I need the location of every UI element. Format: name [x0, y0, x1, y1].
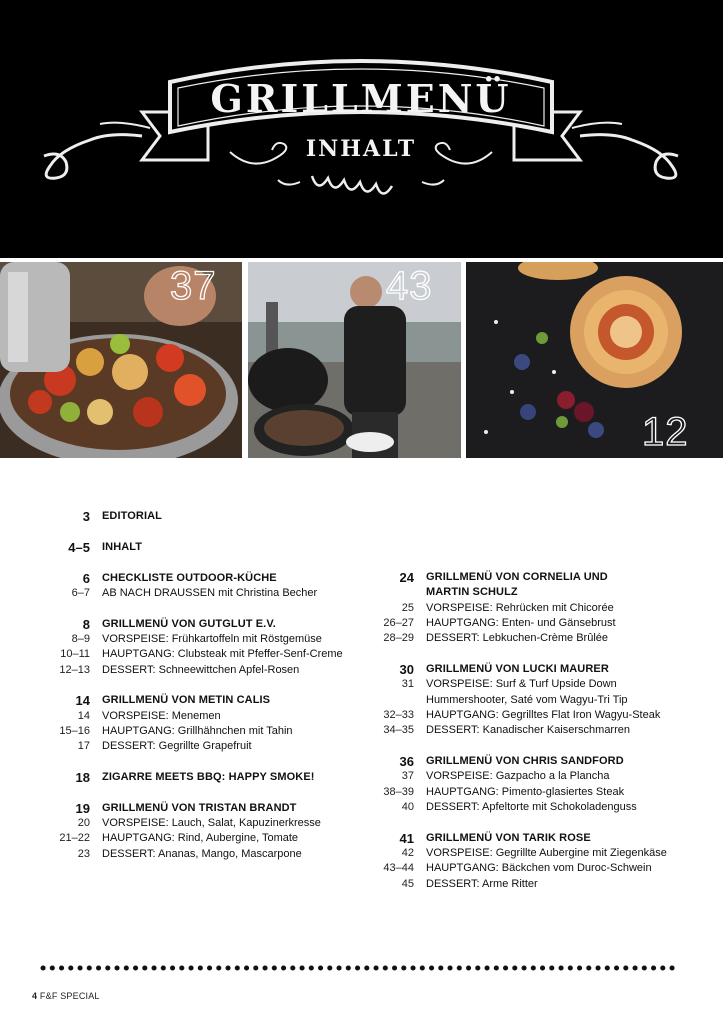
toc-entry[interactable] [40, 540, 370, 555]
toc-entry[interactable] [40, 509, 370, 524]
toc-entry[interactable] [40, 709, 370, 724]
toc-label: VORSPEISE: Surf & Turf Upside Down [426, 678, 617, 691]
toc-page: 25 [401, 601, 414, 614]
toc-page: 3 [82, 509, 90, 524]
toc-entry[interactable] [364, 585, 704, 600]
page-number: 4 [32, 991, 38, 1001]
toc-page: 6 [82, 570, 90, 586]
publication-name: F&F SPECIAL [39, 991, 100, 1001]
toc-entry[interactable] [364, 708, 704, 723]
toc-entry[interactable] [364, 631, 704, 646]
toc-entry[interactable] [364, 846, 704, 861]
toc-page: 36 [399, 753, 414, 769]
toc-label: GRILLMENÜ VON CHRIS SANDFORD [426, 754, 624, 767]
toc-page: 21–22 [59, 832, 90, 845]
photo-page-number: 37 [170, 264, 217, 308]
toc-column-left [40, 509, 370, 862]
toc-label: DESSERT: Kanadischer Kaiserschmarren [426, 724, 630, 737]
page-folio [32, 991, 100, 1001]
photo-apple-rose-dessert [466, 262, 723, 458]
toc-entry[interactable] [364, 693, 704, 708]
toc-label: INHALT [102, 540, 143, 553]
toc-label: MARTIN SCHULZ [426, 586, 518, 599]
toc-label: HAUPTGANG: Grillhähnchen mit Tahin [102, 724, 293, 737]
toc-label: DESSERT: Schneewittchen Apfel-Rosen [102, 663, 300, 676]
toc-entry[interactable] [40, 571, 370, 586]
toc-page: 12–13 [59, 663, 90, 676]
toc-entry[interactable] [40, 847, 370, 862]
toc-label: GRILLMENÜ VON TARIK ROSE [426, 831, 591, 844]
toc-entry[interactable] [40, 617, 370, 632]
banner-subtitle: INHALT [305, 136, 417, 162]
toc-label: DESSERT: Lebkuchen-Crème Brûlée [426, 632, 608, 645]
toc-page: 8–9 [71, 632, 90, 645]
toc-entry[interactable] [364, 769, 704, 784]
toc-label: HAUPTGANG: Rind, Aubergine, Tomate [102, 832, 299, 845]
toc-page: 45 [401, 877, 414, 890]
toc-page: 8 [82, 616, 90, 632]
toc-label: HAUPTGANG: Gegrilltes Flat Iron Wagyu-Steak [426, 708, 661, 721]
toc-label: DESSERT: Gegrillte Grapefruit [102, 740, 252, 753]
toc-entry[interactable] [364, 677, 704, 692]
toc-page: 15–16 [59, 724, 90, 737]
toc-entry[interactable] [364, 601, 704, 616]
toc-label: VORSPEISE: Lauch, Salat, Kapuzinerkresse [102, 817, 321, 830]
toc-label: VORSPEISE: Gegrillte Aubergine mit Ziegenkäse [426, 846, 667, 859]
toc-label: DESSERT: Arme Ritter [426, 877, 538, 890]
photo-page-number: 43 [386, 264, 433, 308]
toc-page: 42 [401, 846, 414, 859]
toc-entry[interactable] [40, 632, 370, 647]
photo-chef-grilling [248, 262, 461, 458]
toc-entry[interactable] [364, 831, 704, 846]
toc-page [364, 693, 426, 708]
toc-entry[interactable] [364, 785, 704, 800]
toc-label: GRILLMENÜ VON CORNELIA UND [426, 571, 608, 583]
toc-entry[interactable] [40, 801, 370, 816]
toc-page: 4–5 [68, 539, 90, 555]
toc-label: DESSERT: Apfeltorte mit Schokoladenguss [426, 800, 637, 813]
toc-entry[interactable] [40, 770, 370, 785]
toc-entry[interactable] [364, 877, 704, 892]
toc-page: 17 [77, 740, 90, 753]
dotted-divider [40, 963, 676, 973]
toc-page: 30 [399, 661, 414, 677]
toc-entry[interactable] [364, 800, 704, 815]
toc-page: 19 [75, 800, 90, 816]
toc-entry[interactable] [364, 570, 704, 585]
toc-label: GRILLMENÜ VON GUTGLUT E.V. [102, 617, 276, 630]
toc-label: HAUPTGANG: Pimento-glasiertes Steak [426, 785, 625, 798]
toc-label: AB NACH DRAUSSEN mit Christina Becher [102, 586, 318, 599]
toc-label: ZIGARRE MEETS BBQ: HAPPY SMOKE! [102, 771, 315, 784]
toc-page: 14 [77, 709, 90, 722]
photo-vegetable-pan [0, 262, 242, 458]
toc-entry[interactable] [40, 816, 370, 831]
toc-page: 37 [401, 770, 414, 783]
toc-entry[interactable] [40, 831, 370, 846]
toc-label: VORSPEISE: Frühkartoffeln mit Röstgemüse [102, 632, 322, 645]
toc-entry[interactable] [40, 586, 370, 601]
toc-entry[interactable] [40, 663, 370, 678]
toc-page: 31 [401, 678, 414, 691]
toc-entry[interactable] [364, 662, 704, 677]
toc-page: 23 [77, 847, 90, 860]
photo-page-number: 12 [642, 410, 689, 454]
toc-entry[interactable] [364, 723, 704, 738]
toc-entry[interactable] [364, 754, 704, 769]
toc-label: HAUPTGANG: Bäckchen vom Duroc-Schwein [426, 862, 652, 875]
toc-label: GRILLMENÜ VON METIN CALIS [102, 694, 271, 707]
toc-label: EDITORIAL [102, 510, 162, 522]
toc-page: 14 [75, 693, 90, 709]
toc-page: 40 [401, 800, 414, 813]
toc-label: Hummershooter, Saté vom Wagyu-Tri Tip [426, 693, 628, 706]
toc-label: GRILLMENÜ VON LUCKI MAURER [426, 662, 609, 675]
toc-entry[interactable] [40, 739, 370, 754]
toc-label: VORSPEISE: Menemen [102, 709, 221, 722]
toc-entry[interactable] [40, 693, 370, 708]
toc-column-right [364, 570, 704, 892]
toc-page: 41 [399, 830, 414, 846]
chalkboard-banner-graphic [0, 0, 723, 258]
toc-page: 10–11 [60, 648, 90, 661]
toc-page: 20 [77, 817, 90, 830]
toc-page: 43–44 [383, 862, 414, 875]
toc-label: CHECKLISTE OUTDOOR-KÜCHE [102, 571, 277, 584]
toc-entry[interactable] [364, 616, 704, 631]
toc-page: 24 [399, 570, 414, 585]
toc-page: 32–33 [383, 708, 414, 721]
header-banner [0, 0, 723, 258]
toc-label: HAUPTGANG: Clubsteak mit Pfeffer-Senf-Creme [102, 648, 343, 661]
toc-page: 18 [75, 770, 90, 786]
toc-label: VORSPEISE: Rehrücken mit Chicorée [426, 601, 614, 614]
toc-label: GRILLMENÜ VON TRISTAN BRANDT [102, 801, 297, 814]
banner-title: GRILLMENÜ [210, 76, 512, 121]
toc-page: 38–39 [383, 785, 414, 798]
toc-entry[interactable] [40, 724, 370, 739]
toc-page: 26–27 [383, 616, 414, 629]
toc-label: VORSPEISE: Gazpacho a la Plancha [426, 770, 610, 783]
toc-page: 6–7 [71, 586, 90, 599]
toc-label: HAUPTGANG: Enten- und Gänsebrust [426, 616, 616, 629]
toc-entry[interactable] [40, 647, 370, 662]
toc-entry[interactable] [364, 861, 704, 876]
toc-page [364, 585, 426, 600]
toc-page: 28–29 [383, 632, 414, 645]
toc-page: 34–35 [383, 724, 414, 737]
toc-label: DESSERT: Ananas, Mango, Mascarpone [102, 847, 302, 860]
